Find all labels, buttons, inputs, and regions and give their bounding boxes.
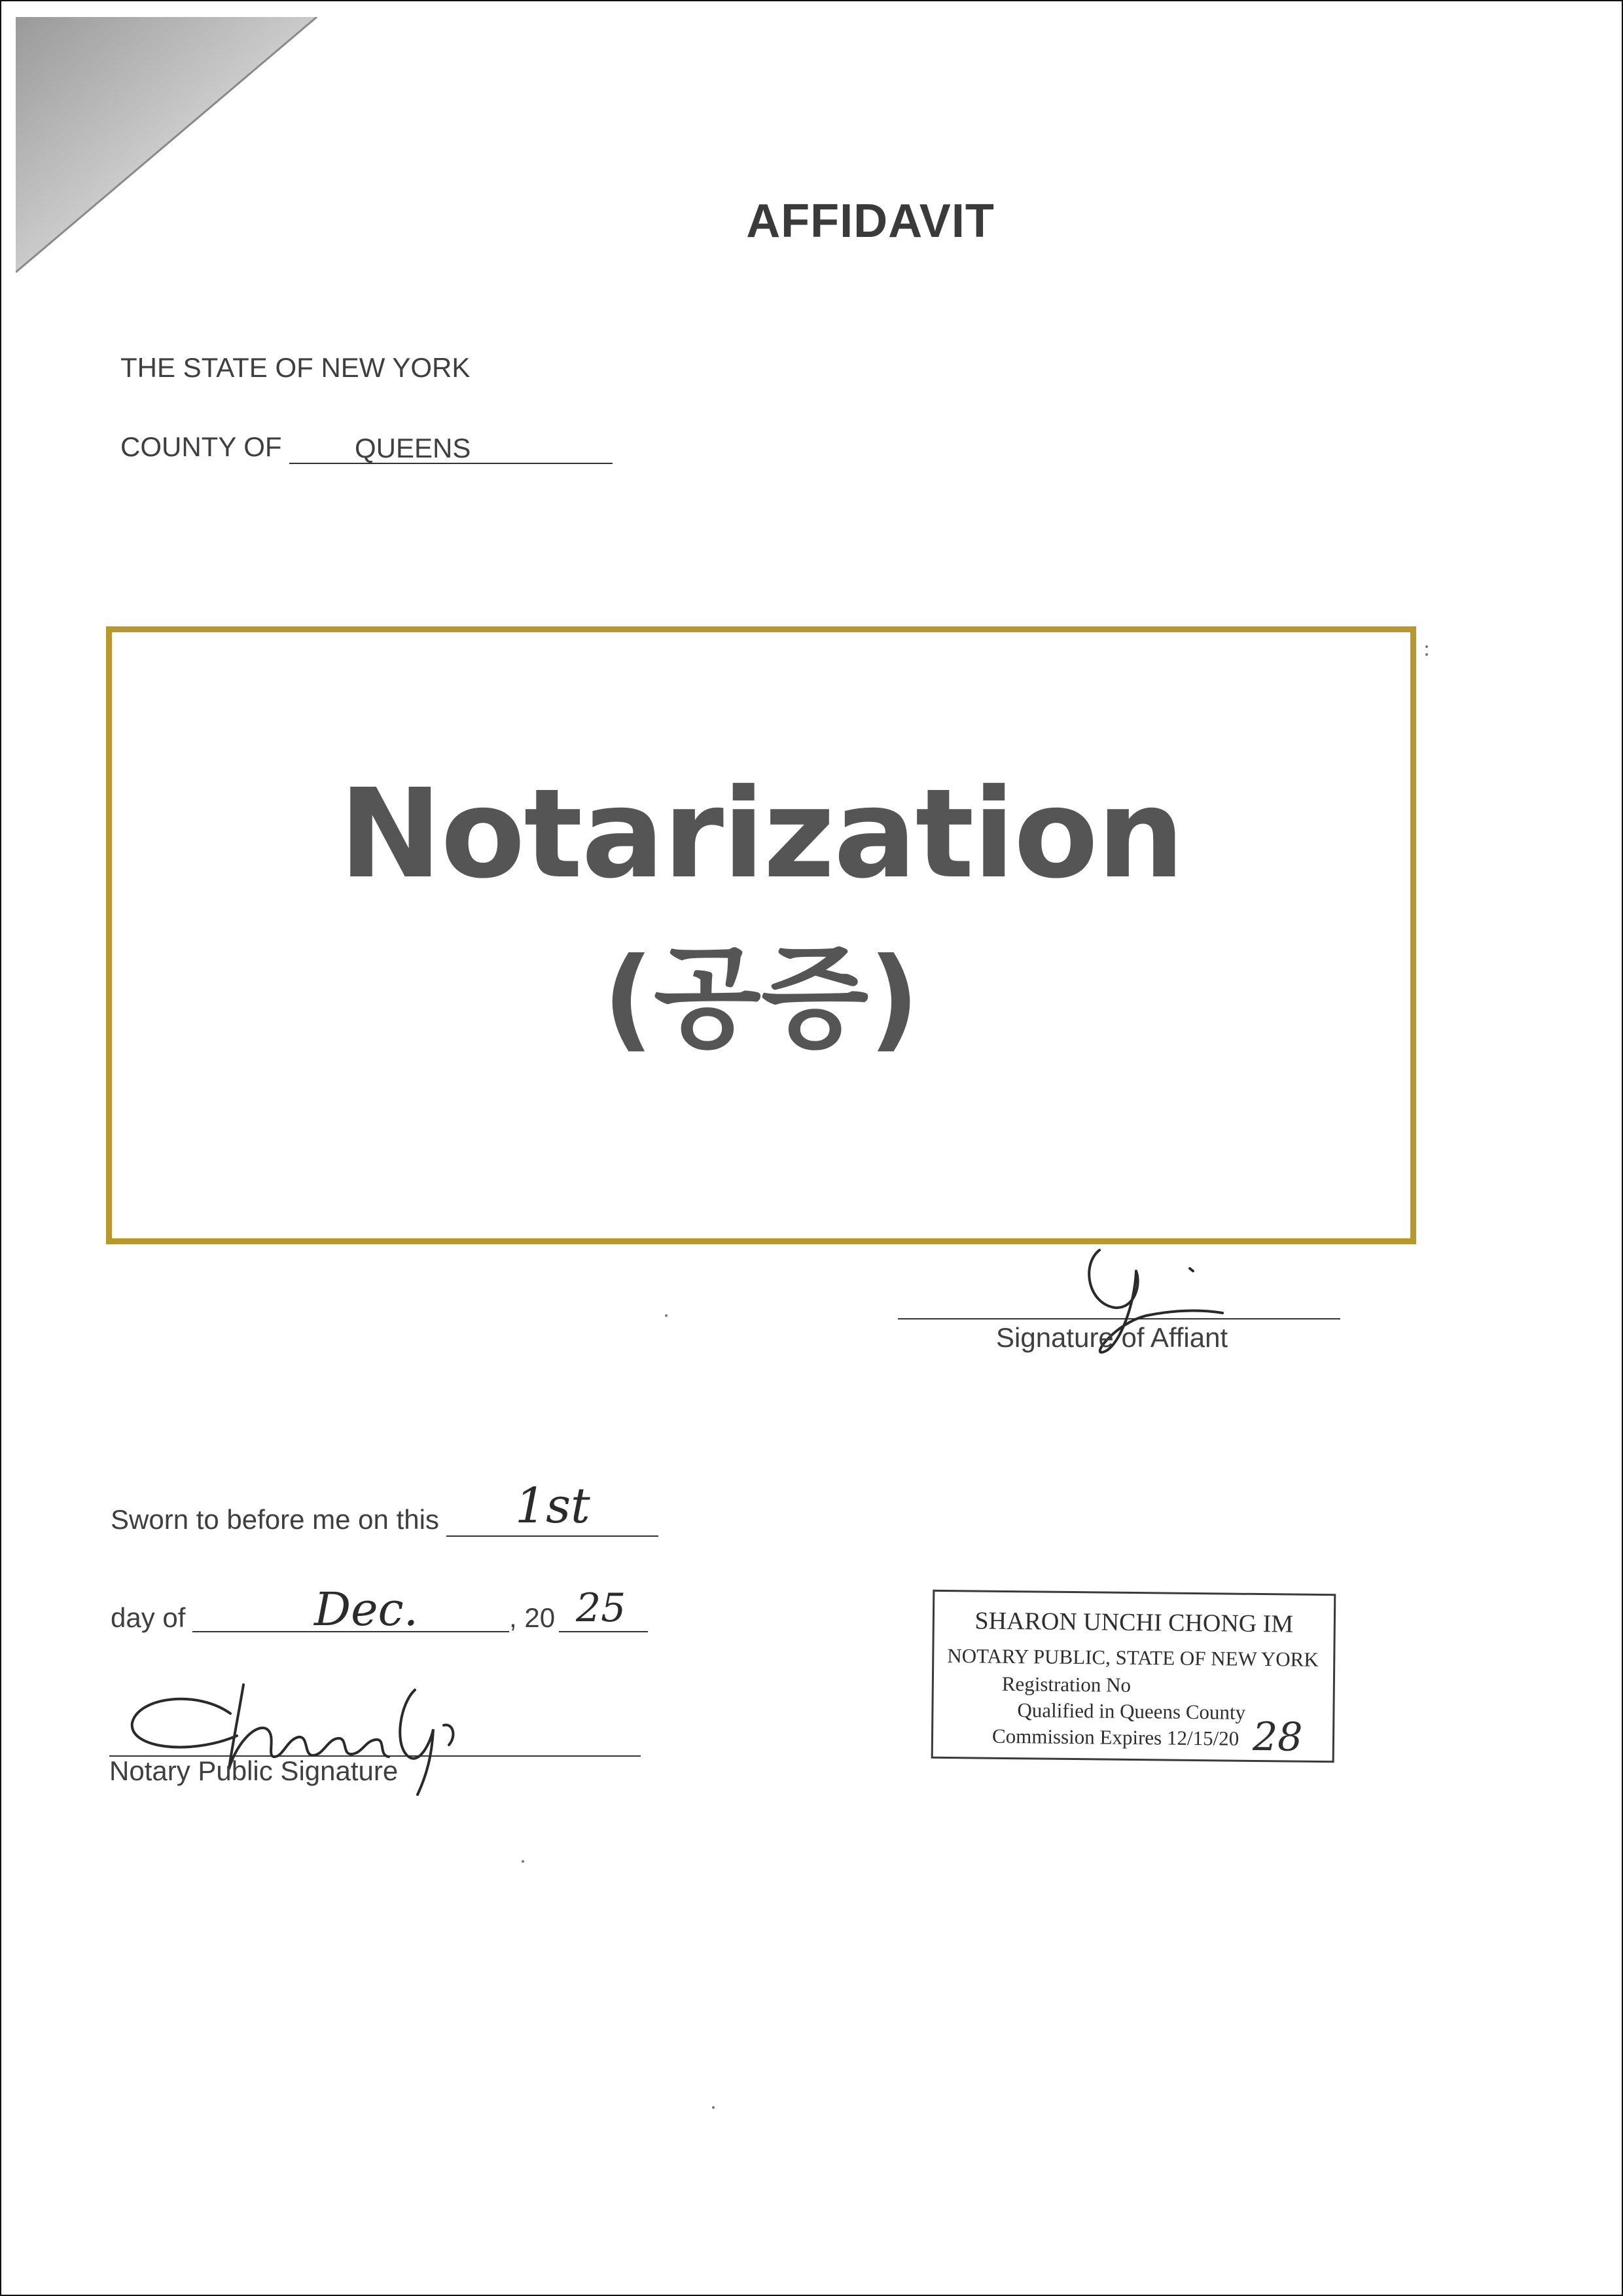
scan-speck xyxy=(522,1860,524,1863)
year-prefix: , 20 xyxy=(509,1602,556,1633)
affiant-signature-label: Signature of Affiant xyxy=(996,1322,1228,1353)
month-handwritten: Dec. xyxy=(314,1583,419,1636)
year-underline xyxy=(559,1631,648,1632)
stamp-notary-title: NOTARY PUBLIC, STATE OF NEW YORK xyxy=(947,1644,1319,1671)
document-title: AFFIDAVIT xyxy=(746,195,995,247)
stamp-registration: Registration No xyxy=(1001,1672,1132,1696)
sworn-label: Sworn to before me on this xyxy=(111,1504,439,1535)
year-handwritten: 25 xyxy=(576,1585,626,1631)
scan-speck xyxy=(665,1314,668,1317)
banner-title: Notarization xyxy=(339,762,1183,906)
notarization-banner xyxy=(106,626,1416,1244)
stamp-expires-year-handwritten: 28 xyxy=(1252,1713,1303,1761)
stamp-qualified-county: Qualified in Queens County xyxy=(1017,1698,1246,1724)
scan-speck xyxy=(1425,645,1428,648)
scan-speck xyxy=(1425,653,1428,656)
stamp-commission-expires: Commission Expires 12/15/20 xyxy=(991,1724,1240,1750)
sworn-day-underline xyxy=(446,1535,658,1537)
notary-signature-label: Notary Public Signature xyxy=(109,1755,399,1786)
state-line: THE STATE OF NEW YORK xyxy=(120,352,471,383)
sworn-day-handwritten: 1st xyxy=(515,1478,590,1534)
banner-subtitle: (공증) xyxy=(603,934,919,1064)
stamp-notary-name: SHARON UNCHI CHONG IM xyxy=(974,1607,1294,1638)
scan-speck xyxy=(712,2106,715,2109)
county-label: COUNTY OF xyxy=(120,431,282,462)
notary-stamp xyxy=(931,1590,1336,1763)
day-of-label: day of xyxy=(111,1602,186,1633)
county-value: QUEENS xyxy=(355,433,471,463)
